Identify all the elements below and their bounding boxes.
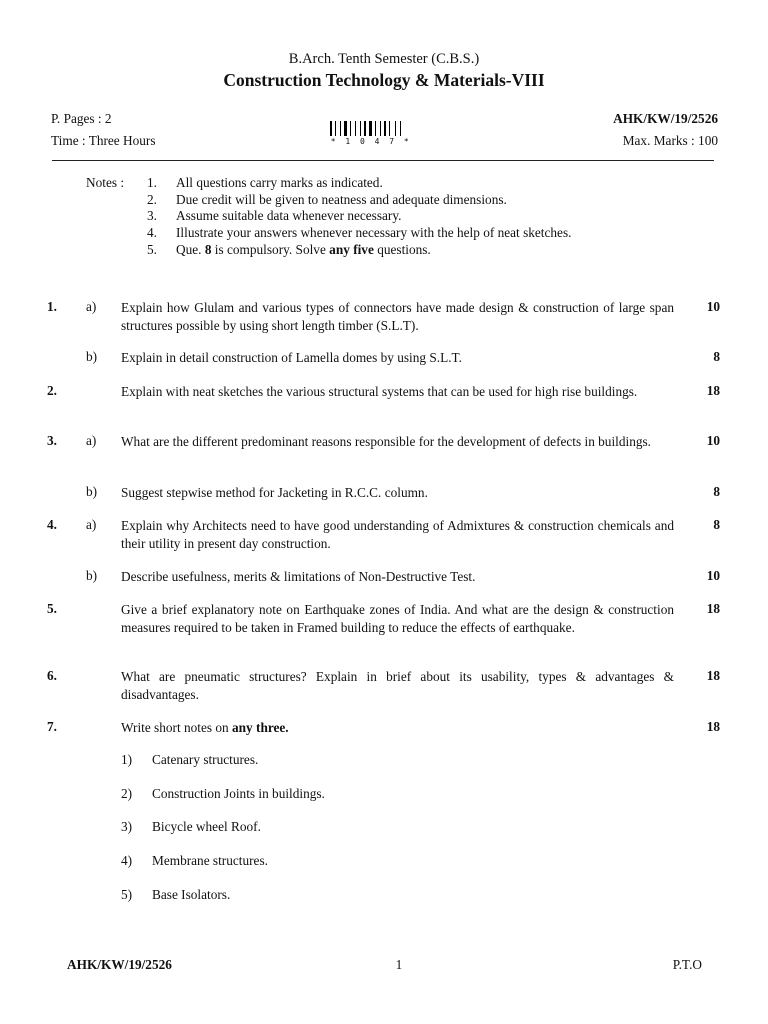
question-marks: 18 <box>706 601 720 616</box>
barcode-bar <box>330 121 332 136</box>
note-text-part: Que. <box>176 242 205 257</box>
barcode-bar <box>382 121 383 136</box>
question-text: Explain in detail construction of Lamella domes by using S.L.T. <box>121 350 462 365</box>
question-part: a) <box>86 433 97 448</box>
question-part: b) <box>86 568 98 583</box>
any-three-emphasis: any three. <box>232 720 289 735</box>
barcode-bar <box>402 121 403 136</box>
barcode-bar <box>391 121 394 136</box>
note-text <box>176 242 431 258</box>
note-number: 1. <box>147 175 157 190</box>
question-text: Explain with neat sketches the various structural systems that can be used for high rise buildings. <box>121 384 638 399</box>
question-part: a) <box>86 517 97 532</box>
note-number: 2. <box>147 192 157 207</box>
max-marks: Max. Marks : 100 <box>622 133 718 148</box>
header-divider <box>52 160 714 161</box>
question-text: Explain how Glulam and various types of connectors have made design & construction of large span structures possible by using short length timber (S.L.T). <box>121 300 674 333</box>
barcode-bar <box>342 121 343 136</box>
footer-paper-code: AHK/KW/19/2526 <box>67 957 172 972</box>
question-marks: 8 <box>713 517 720 532</box>
barcode-bar <box>364 121 366 136</box>
question-part: b) <box>86 349 98 364</box>
question-marks: 10 <box>706 568 720 583</box>
question-number: 4. <box>47 517 57 532</box>
barcode-bar <box>362 121 363 136</box>
note-number: 3. <box>147 208 157 223</box>
question-part: a) <box>86 299 97 314</box>
barcode-bar <box>397 121 399 136</box>
question-number: 3. <box>47 433 57 448</box>
barcode-bar <box>395 121 396 136</box>
barcode-bar <box>384 121 386 136</box>
note-text: Illustrate your answers whenever necessary with the help of neat sketches. <box>176 225 572 240</box>
question-text: What are pneumatic structures? Explain in brief about its usability, types & advantages & disadvantages. <box>121 669 674 702</box>
barcode-bar <box>355 121 356 136</box>
notes-label: Notes : <box>86 175 125 190</box>
short-note-topic: Construction Joints in buildings. <box>152 786 325 801</box>
question-marks: 18 <box>706 668 720 683</box>
question-marks: 18 <box>706 383 720 398</box>
barcode-bar <box>377 121 379 136</box>
page-count: P. Pages : 2 <box>51 111 112 126</box>
short-note-topic: Catenary structures. <box>152 752 259 767</box>
question-number: 5. <box>47 601 57 616</box>
question-text: Give a brief explanatory note on Earthquake zones of India. And what are the design & construction measures required to be taken in Framed building to reduce the effects of earthquake. <box>121 602 674 635</box>
barcode-text: * 1 0 4 7 * <box>330 137 412 146</box>
short-note-number: 2) <box>121 786 133 801</box>
note-number: 5. <box>147 242 157 257</box>
short-note-number: 3) <box>121 819 133 834</box>
question-text <box>121 719 674 737</box>
question-text: Describe usefulness, merits & limitations of Non-Destructive Test. <box>121 569 476 584</box>
barcode-bars <box>330 121 412 136</box>
note-number: 4. <box>147 225 157 240</box>
short-note-number: 1) <box>121 752 133 767</box>
note-text: Assume suitable data whenever necessary. <box>176 208 402 223</box>
question-marks: 18 <box>706 719 720 734</box>
short-note-number: 5) <box>121 887 133 902</box>
barcode-bar <box>375 121 376 136</box>
please-turn-over: P.T.O <box>672 957 702 972</box>
question-marks: 8 <box>713 484 720 499</box>
barcode-bar <box>360 121 361 136</box>
short-note-number: 4) <box>121 853 133 868</box>
note-text-part: questions. <box>373 242 431 257</box>
barcode-bar <box>340 121 341 136</box>
barcode-bar <box>350 121 351 136</box>
question-text-part: Write short notes on <box>121 720 232 735</box>
exam-subtitle: B.Arch. Tenth Semester (C.B.S.) <box>288 51 480 67</box>
barcode-bar <box>335 121 336 136</box>
question-marks: 8 <box>713 349 720 364</box>
paper-title: Construction Technology & Materials-VIII <box>223 70 545 90</box>
question-marks: 10 <box>706 433 720 448</box>
note-text: Due credit will be given to neatness and adequate dimensions. <box>176 192 507 207</box>
barcode-bar <box>389 121 390 136</box>
barcode-bar <box>348 121 349 136</box>
page-number: 1 <box>395 957 403 972</box>
question-marks: 10 <box>706 299 720 314</box>
barcode-bar <box>373 121 374 136</box>
question-number: 6. <box>47 668 57 683</box>
barcode-bar <box>400 121 401 136</box>
question-number: 2. <box>47 383 57 398</box>
question-part: b) <box>86 484 98 499</box>
short-note-topic: Bicycle wheel Roof. <box>152 819 261 834</box>
note-text: All questions carry marks as indicated. <box>176 175 383 190</box>
question-text: What are the different predominant reasons responsible for the development of defects in buildings. <box>121 434 651 449</box>
question-text: Explain why Architects need to have good understanding of Admixtures & construction chemicals and their utility in present day construction. <box>121 518 674 551</box>
question-number: 7. <box>47 719 57 734</box>
barcode-bar <box>333 121 334 136</box>
short-note-topic: Membrane structures. <box>152 853 268 868</box>
paper-code: AHK/KW/19/2526 <box>613 111 718 126</box>
short-note-topic: Base Isolators. <box>152 887 231 902</box>
compulsory-question-number: 8 <box>204 242 212 257</box>
barcode <box>330 121 412 147</box>
any-five-emphasis: any five <box>329 242 374 257</box>
barcode-bar <box>380 121 381 136</box>
question-number: 1. <box>47 299 57 314</box>
barcode-bar <box>344 121 347 136</box>
barcode-bar <box>369 121 372 136</box>
exam-duration: Time : Three Hours <box>51 133 156 148</box>
barcode-bar <box>357 121 359 136</box>
barcode-bar <box>387 121 388 136</box>
barcode-bar <box>367 121 368 136</box>
barcode-bar <box>352 121 354 136</box>
question-text: Suggest stepwise method for Jacketing in R.C.C. column. <box>121 485 428 500</box>
barcode-bar <box>337 121 339 136</box>
note-text-part: is compulsory. Solve <box>211 242 330 257</box>
